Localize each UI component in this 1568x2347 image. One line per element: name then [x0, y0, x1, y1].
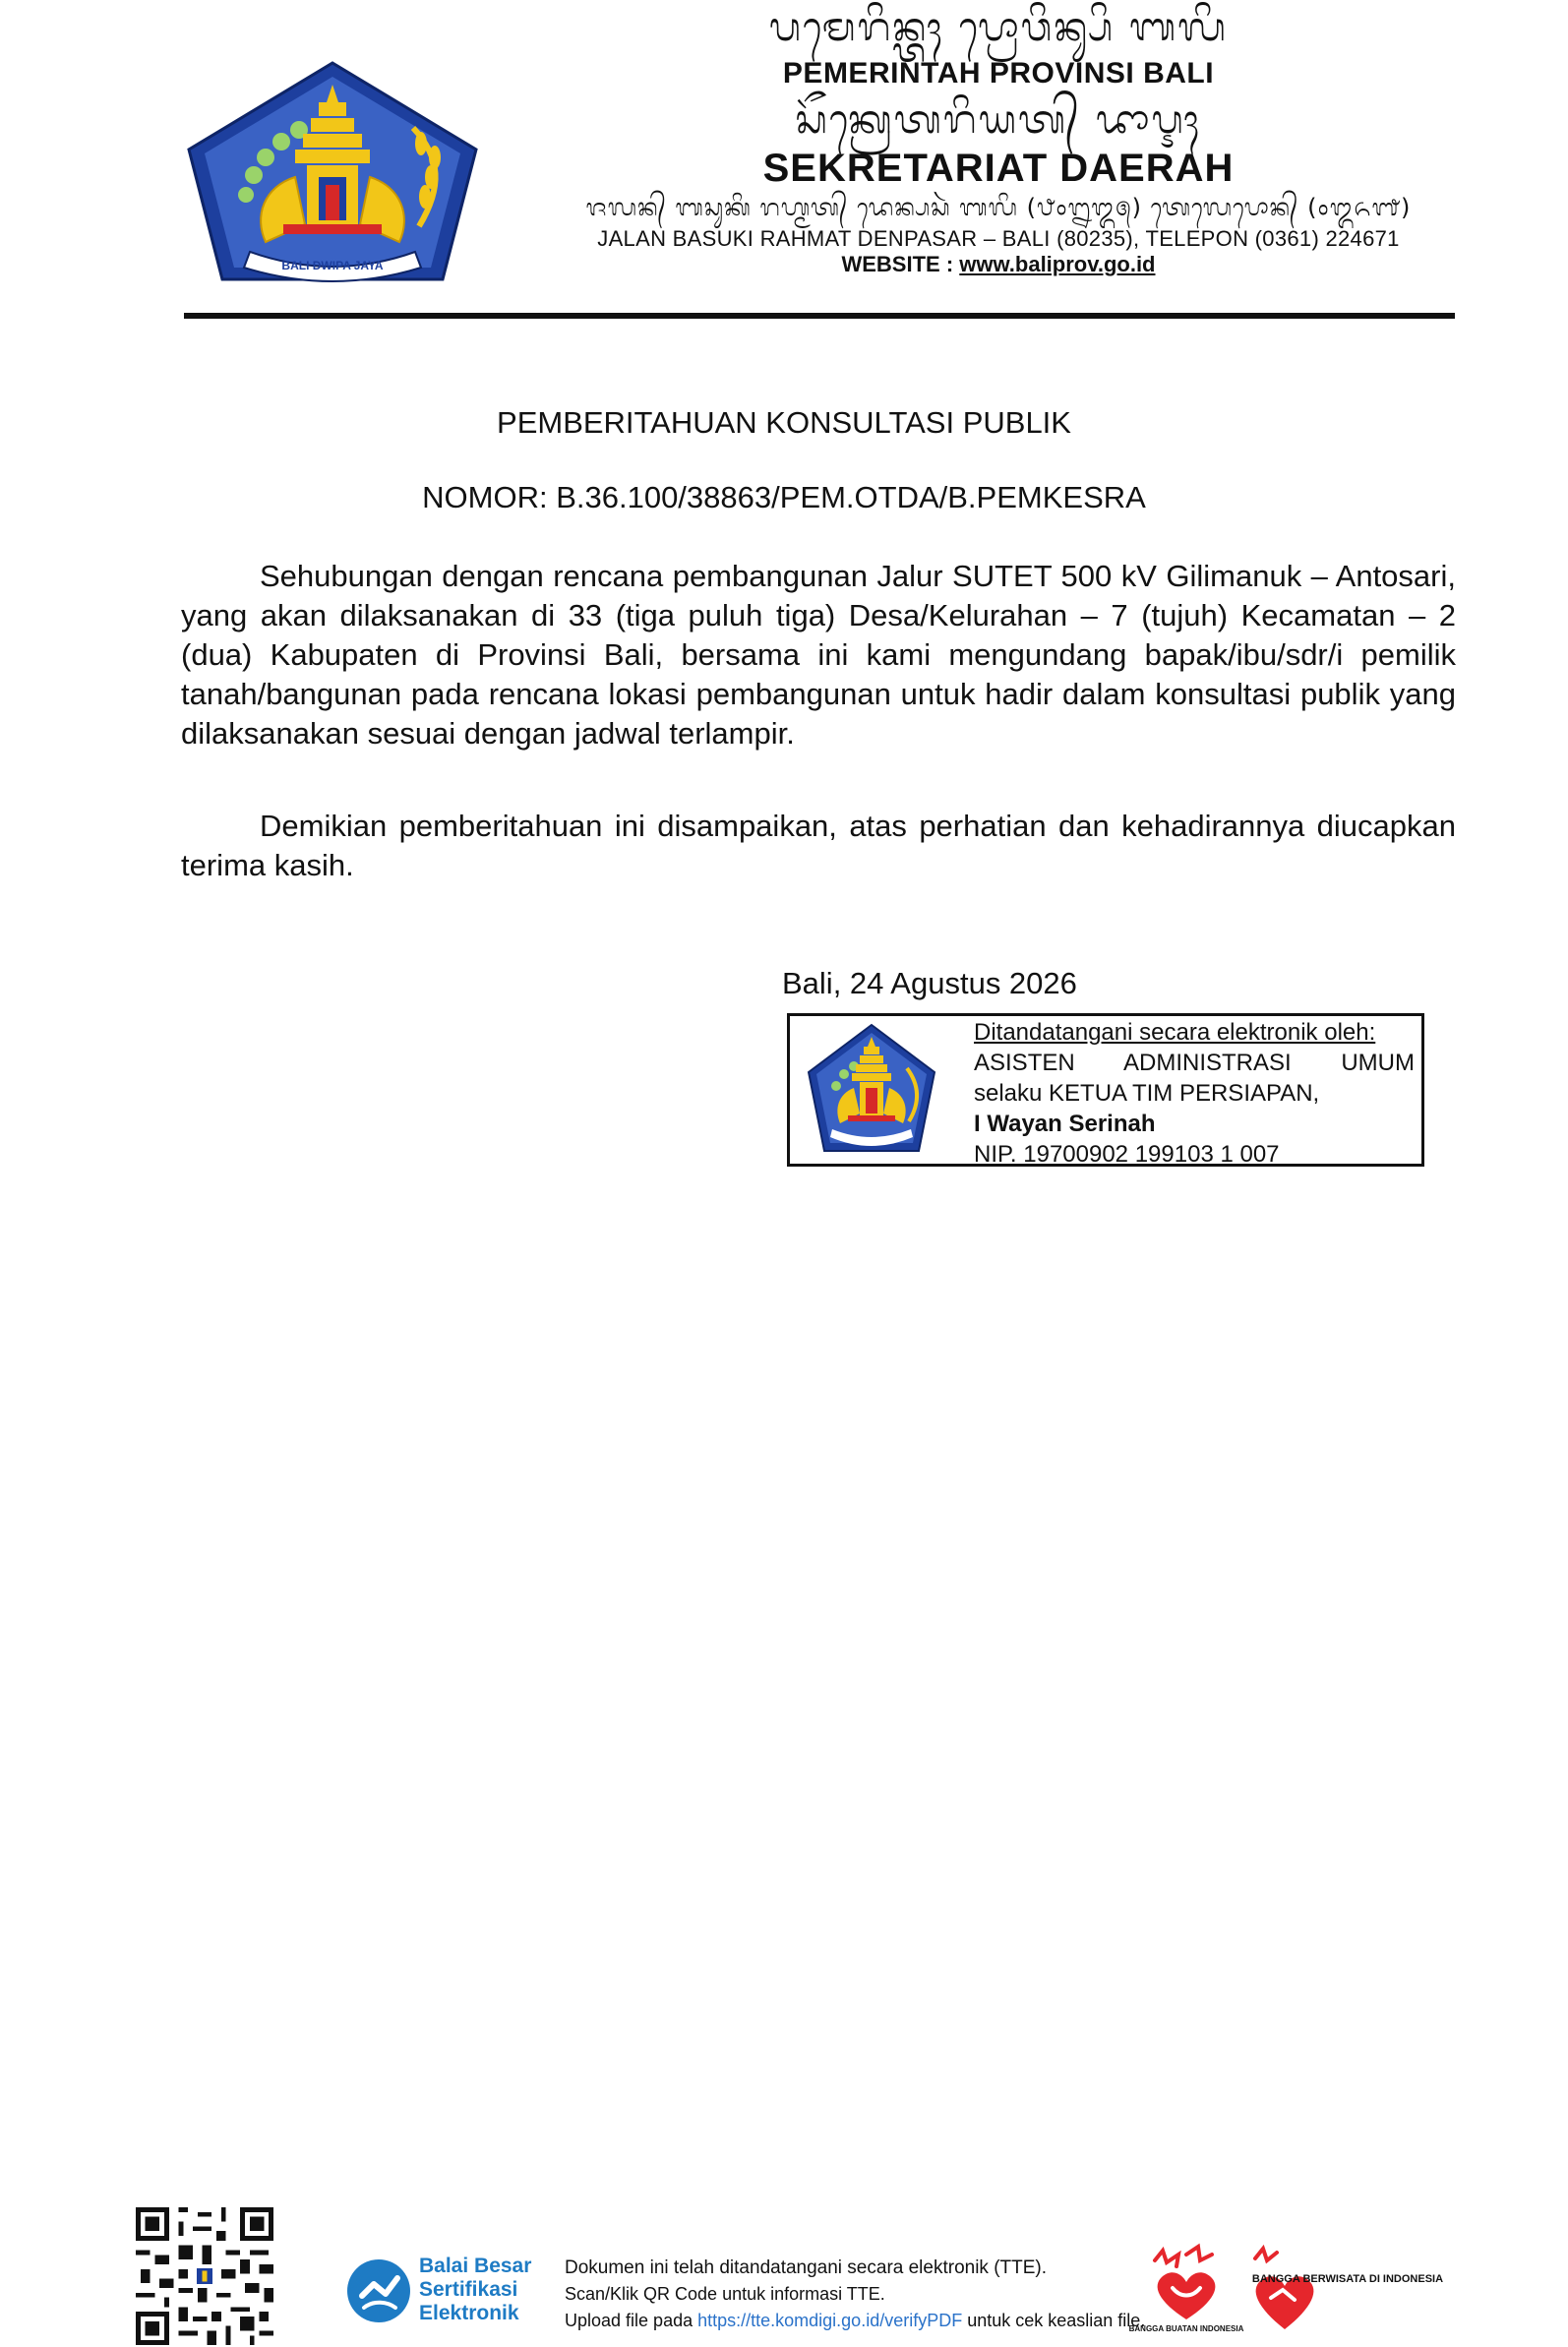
- bsre-line-3: Elektronik: [419, 2302, 519, 2324]
- tte-verify-link[interactable]: https://tte.komdigi.go.id/verifyPDF: [697, 2311, 963, 2330]
- tte-notice-line-2: Scan/Klik QR Code untuk informasi TTE.: [565, 2284, 885, 2304]
- signer-position: ASISTEN ADMINISTRASI UMUM: [974, 1050, 1415, 1076]
- document-title: PEMBERITAHUAN KONSULTASI PUBLIK: [497, 405, 1071, 440]
- signature-heading: Ditandatangani secara elektronik oleh:: [974, 1019, 1376, 1046]
- website-label: WEBSITE :: [841, 252, 960, 276]
- office-address: JALAN BASUKI RAHMAT DENPASAR – BALI (80235), TELEPON (0361) 224671: [597, 226, 1400, 251]
- bali-province-emblem-icon: [185, 59, 480, 283]
- bangga-buatan-indonesia-logo: [1128, 2243, 1244, 2341]
- bsre-line-2: Sertifikasi: [419, 2278, 518, 2301]
- signer-role: selaku KETUA TIM PERSIAPAN,: [974, 1080, 1320, 1107]
- signer-nip: NIP. 19700902 199103 1 007: [974, 1141, 1280, 1168]
- balinese-script-office: ᬲᭂᬓ᭄ᬭᬾᬢᬭᬶᬬᬢ᭄ ᬤᬵᬋᬄ: [795, 97, 1202, 143]
- tte-notice: [565, 2255, 1145, 2334]
- place-date: Bali, 24 Agustus 2026: [782, 966, 1077, 1000]
- tte-upload-suffix: untuk cek keaslian file.: [962, 2311, 1146, 2330]
- qr-code-icon[interactable]: [136, 2207, 273, 2345]
- bali-province-emblem-icon: [807, 1023, 936, 1155]
- tte-notice-line-3: [565, 2308, 1145, 2334]
- signature-details: [974, 1017, 1415, 1170]
- bsre-name: [419, 2255, 531, 2325]
- balinese-script-line: ᬧᬫᬾᬭᬶᬦ᭄ᬢᬄ ᬧ᭄ᬭᭀᬯᬶᬦ᭄ᬲᬶ ᬩᬮᬶ: [768, 5, 1229, 50]
- bsre-line-1: Balai Besar: [419, 2255, 532, 2277]
- website-link[interactable]: www.baliprov.go.id: [959, 252, 1156, 276]
- body-paragraph-1: Sehubungan dengan rencana pembangunan Jalur SUTET 500 kV Gilimanuk – Antosari, yang akan dilaksanakan di 33 (tiga puluh tiga) Desa/Kelurahan – 7 (tujuh) Kecamatan – 2 (dua) Kabupaten di Provinsi Bali, bersama ini kami mengundang bapak/ibu/sdr/i pemilik tanah/bangunan pada rencana lokasi pembangunan untuk hadir dalam konsultasi publik yang dilaksanakan sesuai dengan jadwal terlampir.: [181, 559, 1456, 751]
- letterhead: [516, 0, 1480, 277]
- signer-name: I Wayan Serinah: [974, 1111, 1156, 1137]
- bbwi-label: BANGGA BERWISATA DI INDONESIA: [1251, 2273, 1444, 2285]
- office-name: SEKRETARIAT DAERAH: [762, 147, 1235, 190]
- tte-upload-prefix: Upload file pada: [565, 2311, 698, 2330]
- emblem-motto: BALI DWIPA JAYA: [281, 259, 384, 272]
- bbi-label: BANGGA BUATAN INDONESIA: [1128, 2324, 1244, 2333]
- office-website: [516, 252, 1480, 277]
- government-name: PEMERINTAH PROVINSI BALI: [782, 57, 1215, 90]
- balinese-script-address: ᬚᬮᬦ᭄ ᬩᬲᬸᬓᬶ ᬭᬳ᭄ᬫᬢ᭄ ᬤᬾᬦ᭄ᬧᬲᬃ ᬩᬮᬶ (᭘᭐᭒᭓᭕) ᬢᬾᬮᬾᬧᭀᬦ᭄ (᭐᭓᭖᭑): [585, 194, 1412, 221]
- bangga-berwisata-indonesia-logo: [1245, 2243, 1444, 2341]
- bsre-logo-icon: [344, 2257, 413, 2325]
- body-paragraph-2: Demikian pemberitahuan ini disampaikan, atas perhatian dan kehadirannya diucapkan terima kasih.: [181, 809, 1456, 882]
- tte-notice-line-1: Dokumen ini telah ditandatangani secara elektronik (TTE).: [565, 2257, 1048, 2278]
- document-number: NOMOR: B.36.100/38863/PEM.OTDA/B.PEMKESRA: [422, 480, 1146, 514]
- letterhead-divider: [184, 313, 1455, 319]
